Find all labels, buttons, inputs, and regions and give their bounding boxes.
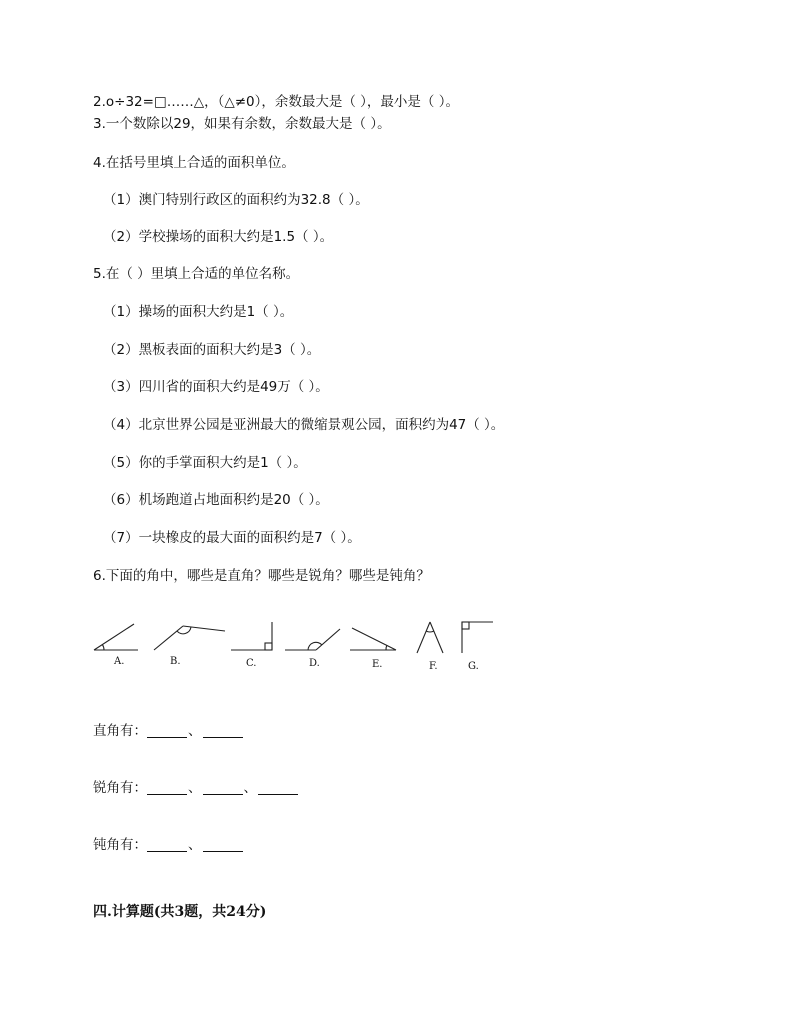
angle-label-d: D.	[309, 658, 320, 669]
obtuse-angle-label: 钝角有：	[93, 837, 147, 853]
separator: 、	[188, 780, 202, 796]
angle-label-e: E.	[372, 659, 383, 670]
obtuse-angle-answer-row	[93, 836, 243, 854]
question-5-item-3: （3）四川省的面积大约是49万（ ）。	[103, 379, 329, 395]
angle-d	[285, 629, 340, 650]
angle-a	[94, 624, 138, 650]
right-angle-label: 直角有：	[93, 723, 147, 739]
answer-blank[interactable]	[203, 837, 243, 852]
question-5-item-2: （2）黑板表面的面积大约是3（ ）。	[103, 342, 321, 358]
question-4-item-2: （2）学校操场的面积大约是1.5（ ）。	[103, 229, 334, 245]
answer-blank[interactable]	[147, 780, 187, 795]
separator: 、	[188, 837, 202, 853]
angle-label-b: B.	[170, 656, 181, 667]
acute-angle-answer-row	[93, 779, 298, 797]
answer-blank[interactable]	[258, 780, 298, 795]
acute-angle-label: 锐角有：	[93, 780, 147, 796]
question-5-item-6: （6）机场跑道占地面积约是20（ ）。	[103, 492, 329, 508]
angle-label-g: G.	[468, 661, 479, 672]
answer-blank[interactable]	[147, 723, 187, 738]
question-4-title: 4.在括号里填上合适的面积单位。	[93, 155, 295, 171]
angle-g	[462, 622, 493, 653]
question-4-item-1: （1）澳门特别行政区的面积约为32.8（ ）。	[103, 192, 369, 208]
angle-label-c: C.	[246, 658, 257, 669]
question-3: 3.一个数除以29，如果有余数，余数最大是（ ）。	[93, 116, 391, 132]
question-2: 2.ο÷32=□……△，（△≠0），余数最大是（ ），最小是（ ）。	[93, 94, 459, 110]
angle-f	[417, 622, 443, 653]
question-5-item-5: （5）你的手掌面积大约是1（ ）。	[103, 455, 307, 471]
separator: 、	[243, 780, 257, 796]
separator: 、	[188, 723, 202, 739]
question-5-item-7: （7）一块橡皮的最大面的面积约是7（ ）。	[103, 530, 361, 546]
angle-label-a: A.	[114, 656, 125, 667]
angle-c	[231, 622, 272, 650]
answer-blank[interactable]	[203, 780, 243, 795]
right-angle-answer-row	[93, 722, 243, 740]
answer-blank[interactable]	[147, 837, 187, 852]
angle-b	[154, 626, 225, 650]
question-6-title: 6.下面的角中，哪些是直角？哪些是锐角？哪些是钝角？	[93, 568, 430, 584]
section-4-title: 四.计算题(共3题，共24分)	[93, 904, 267, 920]
question-5-item-4: （4）北京世界公园是亚洲最大的微缩景观公园，面积约为47（ ）。	[103, 417, 505, 433]
angle-label-f: F.	[429, 661, 438, 672]
angle-e	[350, 628, 396, 650]
question-5-title: 5.在（ ）里填上合适的单位名称。	[93, 266, 300, 282]
answer-blank[interactable]	[203, 723, 243, 738]
question-5-item-1: （1）操场的面积大约是1（ ）。	[103, 304, 294, 320]
